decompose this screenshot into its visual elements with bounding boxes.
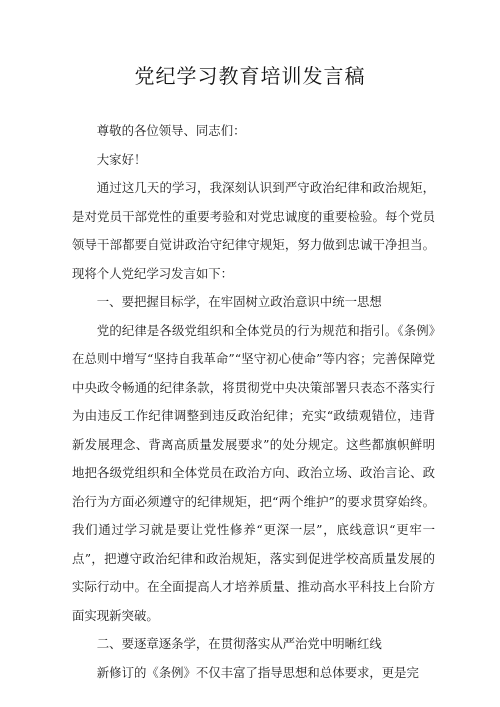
document-body xyxy=(72,117,435,687)
document-title: 党纪学习教育培训发言稿 xyxy=(134,64,366,88)
intro-paragraph: 通过这几天的学习，我深刻认识到严守政治纪律和政治规矩，是对党员干部党性的重要考验和对党忠诚度的重要检验。每个党员领导干部都要自觉讲政治守纪律守规矩，努力做到忠诚干净担当。现将个人党纪学习发言如下： xyxy=(72,180,435,281)
section-1-paragraph: 党的纪律是各级党组织和全体党员的行为规范和指引。《条例》在总则中增写“坚持自我革命”“坚守初心使命”等内容；完善保障党中央政令畅通的纪律条款，将贯彻党中央决策部署只表态不落实行为由违反工作纪律调整到违反政治纪律；充实“政绩观错位，违背新发展理念、背离高质量发展要求”的处分规定。这些都旗帜鲜明地把各级党组织和全体党员在政治方向、政治立场、政治言论、政治行为方面必须遵守的纪律规矩，把“两个维护”的要求贯穿始终。我们通过学习就是要让党性修养“更深一层”，底线意识“更牢一点”，把遵守政治纪律和政治规矩，落实到促进学校高质量发展的实际行动中。在全面提高人才培养质量、推动高水平科技上台阶方面实现新突破。 xyxy=(72,322,435,623)
salutation: 尊敬的各位领导、同志们： xyxy=(96,123,246,138)
section-heading-1: 一、要把握目标学，在牢固树立政治意识中统一思想 xyxy=(96,294,382,309)
section-heading-2: 二、要逐章逐条学，在贯彻落实从严治党中明晰红线 xyxy=(96,636,382,651)
greeting: 大家好！ xyxy=(96,151,147,167)
section-2-paragraph: 新修订的《条例》不仅丰富了指导思想和总体要求，更是完 xyxy=(96,664,419,680)
